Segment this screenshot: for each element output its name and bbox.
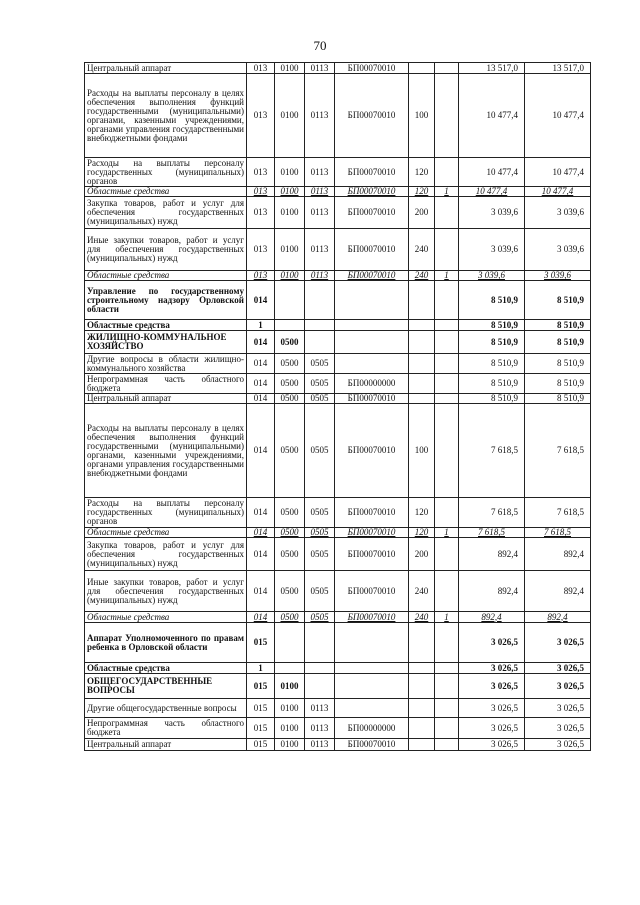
cell-name: Центральный аппарат [85, 63, 247, 74]
cell-sum-2: 3 026,5 [525, 699, 591, 718]
cell-sum-2: 10 477,4 [525, 74, 591, 158]
table-row [85, 674, 591, 699]
cell-pr: 0505 [305, 538, 335, 571]
cell-name: Областные средства [85, 528, 247, 538]
cell-src: 1 [435, 528, 459, 538]
cell-sum-1: 13 517,0 [459, 63, 525, 74]
cell-vr [409, 718, 435, 739]
cell-ved: 014 [247, 404, 275, 498]
cell-csr [335, 674, 409, 699]
cell-sum-1: 7 618,5 [459, 528, 525, 538]
cell-ved: 014 [247, 281, 275, 320]
cell-vr: 200 [409, 197, 435, 229]
cell-sum-2: 8 510,9 [525, 281, 591, 320]
cell-ved: 014 [247, 538, 275, 571]
cell-pr [305, 320, 335, 331]
table-row [85, 663, 591, 674]
table-row [85, 404, 591, 498]
cell-src [435, 320, 459, 331]
cell-pr: 0505 [305, 612, 335, 623]
cell-sum-1: 3 026,5 [459, 663, 525, 674]
table-row [85, 229, 591, 271]
cell-rz [275, 281, 305, 320]
cell-src [435, 538, 459, 571]
cell-sum-2: 8 510,9 [525, 320, 591, 331]
cell-rz: 0500 [275, 374, 305, 394]
cell-rz: 0100 [275, 271, 305, 281]
cell-sum-1: 8 510,9 [459, 331, 525, 354]
cell-pr: 0505 [305, 404, 335, 498]
cell-name: Непрограммная часть областного бюджета [85, 718, 247, 739]
cell-pr: 0113 [305, 739, 335, 751]
cell-vr [409, 320, 435, 331]
cell-rz: 0500 [275, 538, 305, 571]
cell-sum-1: 3 026,5 [459, 699, 525, 718]
cell-csr [335, 354, 409, 374]
table-row [85, 63, 591, 74]
cell-csr: БП00070010 [335, 498, 409, 528]
cell-name: Областные средства [85, 663, 247, 674]
cell-sum-1: 3 039,6 [459, 229, 525, 271]
cell-vr [409, 674, 435, 699]
cell-sum-2: 892,4 [525, 538, 591, 571]
cell-rz: 0100 [275, 158, 305, 187]
table-row [85, 320, 591, 331]
cell-ved: 014 [247, 394, 275, 404]
table-row [85, 394, 591, 404]
table-row [85, 331, 591, 354]
cell-name: Областные средства [85, 320, 247, 331]
cell-rz: 0500 [275, 331, 305, 354]
cell-name: Другие общегосударственные вопросы [85, 699, 247, 718]
cell-src [435, 739, 459, 751]
cell-vr: 240 [409, 229, 435, 271]
cell-sum-1: 8 510,9 [459, 281, 525, 320]
cell-name: Областные средства [85, 612, 247, 623]
cell-sum-1: 3 026,5 [459, 718, 525, 739]
cell-rz [275, 320, 305, 331]
cell-sum-1: 8 510,9 [459, 374, 525, 394]
cell-name: Иные закупки товаров, работ и услуг для обеспечения государственных (муниципальных) нужд [85, 571, 247, 612]
cell-name: Расходы на выплаты персоналу в целях обеспечения выполнения функций государственными (муниципальными) органами, казенными учреждениями, органами управления государственными внебюджетными фондами [85, 404, 247, 498]
cell-sum-2: 7 618,5 [525, 404, 591, 498]
cell-csr: БП00070010 [335, 197, 409, 229]
cell-rz [275, 663, 305, 674]
table-row [85, 538, 591, 571]
table-row [85, 739, 591, 751]
cell-sum-2: 3 026,5 [525, 718, 591, 739]
cell-src [435, 394, 459, 404]
cell-ved: 015 [247, 674, 275, 699]
cell-vr [409, 374, 435, 394]
cell-csr: БП00070010 [335, 571, 409, 612]
cell-ved: 013 [247, 74, 275, 158]
table-row [85, 699, 591, 718]
cell-sum-2: 13 517,0 [525, 63, 591, 74]
cell-sum-1: 3 039,6 [459, 197, 525, 229]
cell-src [435, 663, 459, 674]
cell-sum-1: 8 510,9 [459, 394, 525, 404]
table-row [85, 718, 591, 739]
cell-vr: 100 [409, 74, 435, 158]
cell-src [435, 699, 459, 718]
cell-name: Областные средства [85, 271, 247, 281]
cell-csr: БП00070010 [335, 394, 409, 404]
cell-pr [305, 663, 335, 674]
cell-vr [409, 663, 435, 674]
cell-sum-2: 10 477,4 [525, 158, 591, 187]
cell-src [435, 571, 459, 612]
cell-sum-2: 3 026,5 [525, 739, 591, 751]
cell-vr [409, 623, 435, 663]
table-row [85, 74, 591, 158]
cell-sum-2: 7 618,5 [525, 498, 591, 528]
cell-name: ОБЩЕГОСУДАРСТВЕННЫЕ ВОПРОСЫ [85, 674, 247, 699]
cell-src [435, 374, 459, 394]
cell-csr: БП00070010 [335, 271, 409, 281]
cell-csr: БП00070010 [335, 404, 409, 498]
cell-src: 1 [435, 187, 459, 197]
cell-sum-2: 3 026,5 [525, 623, 591, 663]
table-row [85, 374, 591, 394]
cell-sum-2: 8 510,9 [525, 331, 591, 354]
cell-vr: 240 [409, 612, 435, 623]
cell-rz: 0500 [275, 354, 305, 374]
table-row [85, 623, 591, 663]
cell-ved: 014 [247, 354, 275, 374]
cell-ved: 014 [247, 528, 275, 538]
cell-rz: 0500 [275, 528, 305, 538]
cell-sum-2: 3 026,5 [525, 663, 591, 674]
table-row [85, 271, 591, 281]
table-row [85, 612, 591, 623]
cell-csr [335, 331, 409, 354]
cell-sum-2: 3 039,6 [525, 197, 591, 229]
cell-pr: 0113 [305, 187, 335, 197]
cell-vr: 240 [409, 571, 435, 612]
cell-rz: 0100 [275, 74, 305, 158]
cell-rz: 0100 [275, 674, 305, 699]
cell-rz: 0100 [275, 718, 305, 739]
cell-ved: 1 [247, 320, 275, 331]
cell-ved: 014 [247, 374, 275, 394]
cell-vr [409, 281, 435, 320]
cell-name: Непрограммная часть областного бюджета [85, 374, 247, 394]
cell-sum-1: 8 510,9 [459, 354, 525, 374]
cell-rz: 0100 [275, 197, 305, 229]
cell-ved: 013 [247, 229, 275, 271]
cell-vr: 240 [409, 271, 435, 281]
cell-ved: 013 [247, 187, 275, 197]
cell-csr [335, 320, 409, 331]
cell-src [435, 718, 459, 739]
cell-src [435, 281, 459, 320]
budget-table [84, 62, 591, 751]
cell-sum-1: 10 477,4 [459, 158, 525, 187]
cell-ved: 014 [247, 498, 275, 528]
table-row [85, 498, 591, 528]
cell-csr: БП00070010 [335, 158, 409, 187]
cell-sum-1: 7 618,5 [459, 404, 525, 498]
cell-src [435, 354, 459, 374]
table-row [85, 197, 591, 229]
cell-src [435, 63, 459, 74]
cell-sum-1: 10 477,4 [459, 187, 525, 197]
cell-rz: 0500 [275, 404, 305, 498]
cell-rz [275, 623, 305, 663]
cell-ved: 013 [247, 158, 275, 187]
cell-csr: БП00000000 [335, 374, 409, 394]
cell-pr [305, 331, 335, 354]
cell-csr: БП00070010 [335, 187, 409, 197]
cell-ved: 014 [247, 331, 275, 354]
cell-sum-1: 892,4 [459, 571, 525, 612]
cell-csr: БП00070010 [335, 538, 409, 571]
cell-pr: 0505 [305, 354, 335, 374]
cell-rz: 0100 [275, 699, 305, 718]
cell-ved: 015 [247, 699, 275, 718]
cell-name: Центральный аппарат [85, 739, 247, 751]
cell-vr [409, 394, 435, 404]
cell-rz: 0100 [275, 63, 305, 74]
cell-csr: БП00070010 [335, 229, 409, 271]
cell-sum-2: 8 510,9 [525, 354, 591, 374]
cell-pr: 0505 [305, 528, 335, 538]
cell-csr: БП00070010 [335, 74, 409, 158]
cell-pr: 0113 [305, 229, 335, 271]
cell-ved: 015 [247, 739, 275, 751]
cell-sum-2: 3 026,5 [525, 674, 591, 699]
cell-rz: 0500 [275, 498, 305, 528]
cell-ved: 013 [247, 197, 275, 229]
cell-name: Областные средства [85, 187, 247, 197]
cell-sum-2: 8 510,9 [525, 394, 591, 404]
cell-pr: 0505 [305, 571, 335, 612]
cell-vr [409, 699, 435, 718]
cell-src [435, 197, 459, 229]
page-number: 70 [313, 38, 327, 53]
cell-rz: 0100 [275, 229, 305, 271]
cell-rz: 0500 [275, 571, 305, 612]
cell-pr: 0505 [305, 394, 335, 404]
cell-name: ЖИЛИЩНО-КОММУНАЛЬНОЕ ХОЗЯЙСТВО [85, 331, 247, 354]
cell-vr: 120 [409, 158, 435, 187]
cell-rz: 0100 [275, 187, 305, 197]
cell-sum-2: 8 510,9 [525, 374, 591, 394]
cell-sum-2: 3 039,6 [525, 271, 591, 281]
cell-src [435, 331, 459, 354]
cell-vr [409, 63, 435, 74]
cell-src [435, 674, 459, 699]
cell-ved: 013 [247, 63, 275, 74]
cell-pr: 0113 [305, 63, 335, 74]
table-row [85, 571, 591, 612]
cell-src: 1 [435, 271, 459, 281]
cell-ved: 014 [247, 571, 275, 612]
cell-csr: БП00070010 [335, 528, 409, 538]
cell-pr [305, 281, 335, 320]
cell-src: 1 [435, 612, 459, 623]
cell-sum-2: 7 618,5 [525, 528, 591, 538]
cell-sum-1: 10 477,4 [459, 74, 525, 158]
cell-name: Другие вопросы в области жилищно-коммунального хозяйства [85, 354, 247, 374]
cell-name: Иные закупки товаров, работ и услуг для обеспечения государственных (муниципальных) нужд [85, 229, 247, 271]
cell-csr [335, 699, 409, 718]
cell-pr: 0113 [305, 158, 335, 187]
cell-csr [335, 281, 409, 320]
cell-sum-1: 3 039,6 [459, 271, 525, 281]
cell-sum-1: 892,4 [459, 612, 525, 623]
cell-sum-2: 3 039,6 [525, 229, 591, 271]
cell-vr [409, 739, 435, 751]
cell-sum-1: 3 026,5 [459, 739, 525, 751]
cell-ved: 014 [247, 612, 275, 623]
cell-pr: 0113 [305, 718, 335, 739]
cell-ved: 015 [247, 718, 275, 739]
cell-pr: 0113 [305, 699, 335, 718]
cell-pr: 0113 [305, 74, 335, 158]
table-row [85, 281, 591, 320]
table-row [85, 354, 591, 374]
cell-sum-1: 8 510,9 [459, 320, 525, 331]
cell-sum-2: 892,4 [525, 571, 591, 612]
cell-vr [409, 331, 435, 354]
cell-src [435, 158, 459, 187]
cell-csr: БП00070010 [335, 612, 409, 623]
cell-ved: 015 [247, 623, 275, 663]
cell-sum-1: 7 618,5 [459, 498, 525, 528]
cell-csr [335, 663, 409, 674]
cell-pr [305, 674, 335, 699]
cell-vr: 100 [409, 404, 435, 498]
cell-vr: 200 [409, 538, 435, 571]
cell-pr: 0113 [305, 271, 335, 281]
cell-ved: 013 [247, 271, 275, 281]
table-row [85, 187, 591, 197]
cell-csr: БП00000000 [335, 718, 409, 739]
cell-name: Центральный аппарат [85, 394, 247, 404]
cell-sum-1: 892,4 [459, 538, 525, 571]
cell-pr [305, 623, 335, 663]
cell-name: Расходы на выплаты персоналу государственных (муниципальных) органов [85, 498, 247, 528]
cell-csr: БП00070010 [335, 739, 409, 751]
cell-vr: 120 [409, 498, 435, 528]
cell-name: Закупка товаров, работ и услуг для обеспечения государственных (муниципальных) нужд [85, 197, 247, 229]
cell-csr: БП00070010 [335, 63, 409, 74]
table-body [85, 63, 591, 751]
cell-src [435, 623, 459, 663]
cell-vr: 120 [409, 187, 435, 197]
cell-rz: 0500 [275, 612, 305, 623]
cell-src [435, 404, 459, 498]
table-row [85, 158, 591, 187]
cell-csr [335, 623, 409, 663]
cell-name: Расходы на выплаты персоналу государственных (муниципальных) органов [85, 158, 247, 187]
cell-sum-2: 892,4 [525, 612, 591, 623]
cell-sum-1: 3 026,5 [459, 674, 525, 699]
cell-name: Расходы на выплаты персоналу в целях обеспечения выполнения функций государственными (муниципальными) органами, казенными учреждениями, органами управления государственными внебюджетными фондами [85, 74, 247, 158]
cell-src [435, 74, 459, 158]
cell-vr: 120 [409, 528, 435, 538]
cell-sum-2: 10 477,4 [525, 187, 591, 197]
cell-name: Управление по государственному строительному надзору Орловской области [85, 281, 247, 320]
cell-src [435, 229, 459, 271]
cell-pr: 0505 [305, 374, 335, 394]
cell-name: Закупка товаров, работ и услуг для обеспечения государственных (муниципальных) нужд [85, 538, 247, 571]
cell-vr [409, 354, 435, 374]
cell-pr: 0113 [305, 197, 335, 229]
cell-ved: 1 [247, 663, 275, 674]
cell-sum-1: 3 026,5 [459, 623, 525, 663]
cell-name: Аппарат Уполномоченного по правам ребенка в Орловской области [85, 623, 247, 663]
table-row [85, 528, 591, 538]
cell-pr: 0505 [305, 498, 335, 528]
cell-src [435, 498, 459, 528]
cell-rz: 0500 [275, 394, 305, 404]
cell-rz: 0100 [275, 739, 305, 751]
